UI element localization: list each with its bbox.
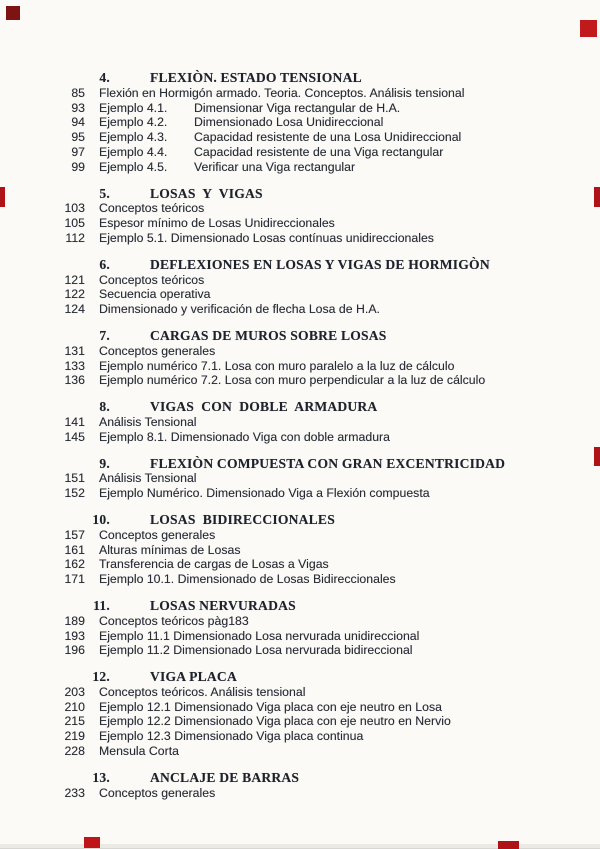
- entry-text: Ejemplo numérico 7.2. Losa con muro perpendicular a la luz de cálculo: [99, 373, 486, 388]
- toc-entry: [0, 744, 600, 759]
- scan-mark-top-left: [6, 6, 20, 20]
- entry-page-number: 95: [71, 130, 85, 145]
- entry-text: Ejemplo 12.1 Dimensionado Viga placa con eje neutro en Losa: [99, 699, 442, 714]
- entry-page-number: 215: [64, 714, 85, 729]
- toc-section-7: [0, 329, 600, 388]
- entry-page-number: 189: [64, 613, 85, 628]
- entry-page-number: 133: [64, 358, 85, 373]
- toc-entry: [0, 685, 600, 700]
- section-number: 10.: [92, 511, 110, 527]
- toc-entry: [0, 415, 600, 430]
- section-number: 6.: [99, 256, 110, 272]
- section-title: VIGAS CON DOBLE ARMADURA: [150, 399, 378, 415]
- toc-entry: [0, 287, 600, 302]
- entry-text: Ejemplo 11.1 Dimensionado Losa nervurada unidireccional: [99, 628, 420, 643]
- entry-page-number: 219: [64, 729, 85, 744]
- section-heading: [0, 457, 600, 472]
- section-title: DEFLEXIONES EN LOSAS Y VIGAS DE HORMIGÒN: [150, 256, 490, 272]
- entry-page-number: 233: [64, 785, 85, 800]
- toc-entry: [0, 471, 600, 486]
- entry-page-number: 161: [64, 542, 85, 557]
- entry-text-detail: Dimensionar Viga rectangular de H.A.: [194, 100, 401, 115]
- toc-entry: [0, 786, 600, 801]
- entry-text-detail: Verificar una Viga rectangular: [194, 159, 356, 174]
- section-title: VIGA PLACA: [150, 669, 237, 685]
- toc-section-12: [0, 670, 600, 759]
- entry-text: Ejemplo 4.1.: [99, 100, 168, 115]
- section-number: 11.: [93, 597, 110, 613]
- entry-page-number: 94: [71, 115, 85, 130]
- section-heading: [0, 599, 600, 614]
- section-heading: [0, 513, 600, 528]
- section-number: 9.: [99, 455, 110, 471]
- section-heading: [0, 187, 600, 202]
- entry-text: Conceptos teóricos: [99, 272, 205, 287]
- entry-page-number: 105: [64, 216, 85, 231]
- entry-page-number: 157: [64, 527, 85, 542]
- entry-page-number: 228: [64, 744, 85, 759]
- toc-entry: [0, 130, 600, 145]
- entry-text: Ejemplo 10.1. Dimensionado de Losas Bidireccionales: [99, 572, 396, 587]
- toc-section-6: [0, 258, 600, 317]
- section-number: 7.: [99, 327, 110, 343]
- section-heading: [0, 400, 600, 415]
- toc-section-10: [0, 513, 600, 587]
- toc-entry: [0, 629, 600, 644]
- entry-page-number: 196: [64, 643, 85, 658]
- toc-entry: [0, 201, 600, 216]
- entry-text: Ejemplo 12.3 Dimensionado Viga placa continua: [99, 729, 364, 744]
- toc-entry: [0, 643, 600, 658]
- toc-entry: [0, 700, 600, 715]
- entry-page-number: 122: [64, 287, 85, 302]
- toc-entry: [0, 486, 600, 501]
- entry-text: Análisis Tensional: [99, 414, 197, 429]
- scan-mark-top-right: [580, 20, 597, 37]
- section-title: FLEXIÒN. ESTADO TENSIONAL: [150, 70, 362, 85]
- entry-text: Ejemplo numérico 7.1. Losa con muro paralelo a la luz de cálculo: [99, 358, 455, 373]
- entry-text: Ejemplo Numérico. Dimensionado Viga a Flexión compuesta: [99, 486, 430, 501]
- entry-text: Conceptos teóricos: [99, 201, 205, 216]
- entry-text: Transferencia de cargas de Losas a Vigas: [99, 557, 329, 572]
- toc-entry: [0, 231, 600, 246]
- toc-entry: [0, 359, 600, 374]
- entry-text-detail: Capacidad resistente de una Losa Unidireccional: [194, 130, 462, 145]
- toc-section-8: [0, 400, 600, 444]
- entry-page-number: 193: [64, 628, 85, 643]
- entry-page-number: 210: [64, 699, 85, 714]
- entry-text: Conceptos generales: [99, 527, 216, 542]
- toc-entry: [0, 528, 600, 543]
- entry-text: Conceptos teóricos pàg183: [99, 613, 249, 628]
- entry-text: Ejemplo 4.3.: [99, 130, 168, 145]
- toc-entry: [0, 614, 600, 629]
- section-heading: [0, 258, 600, 273]
- entry-text: Ejemplo 4.2.: [99, 115, 168, 130]
- entry-text: Ejemplo 8.1. Dimensionado Viga con doble armadura: [99, 429, 390, 444]
- section-number: 5.: [99, 185, 110, 201]
- entry-text: Dimensionado y verificación de flecha Losa de H.A.: [99, 302, 380, 317]
- entry-text: Alturas mínimas de Losas: [99, 542, 241, 557]
- section-heading: [0, 329, 600, 344]
- toc-entry: [0, 572, 600, 587]
- entry-page-number: 131: [64, 343, 85, 358]
- toc-entry: [0, 86, 600, 101]
- entry-text: Análisis Tensional: [99, 471, 197, 486]
- section-number: 4.: [99, 70, 110, 85]
- entry-page-number: 141: [64, 414, 85, 429]
- section-number: 12.: [92, 669, 110, 685]
- entry-text: Espesor mínimo de Losas Unidireccionales: [99, 216, 335, 231]
- toc-entry: [0, 557, 600, 572]
- entry-text: Ejemplo 11.2 Dimensionado Losa nervurada bidireccional: [99, 643, 413, 658]
- toc-entry: [0, 543, 600, 558]
- toc-section-11: [0, 599, 600, 658]
- toc-entry: [0, 729, 600, 744]
- table-of-contents: [0, 71, 600, 800]
- section-number: 8.: [99, 399, 110, 415]
- section-title: LOSAS NERVURADAS: [150, 597, 296, 613]
- entry-page-number: 93: [71, 100, 85, 115]
- toc-entry: [0, 714, 600, 729]
- section-title: LOSAS Y VIGAS: [150, 185, 263, 201]
- entry-page-number: 97: [71, 144, 85, 159]
- toc-entry: [0, 302, 600, 317]
- toc-entry: [0, 145, 600, 160]
- entry-text: Flexión en Hormigón armado. Teoria. Conceptos. Análisis tensional: [99, 85, 465, 100]
- toc-section-13: [0, 771, 600, 801]
- section-title: CARGAS DE MUROS SOBRE LOSAS: [150, 327, 387, 343]
- entry-page-number: 112: [65, 230, 85, 245]
- toc-entry: [0, 344, 600, 359]
- entry-text: Ejemplo 4.4.: [99, 144, 168, 159]
- section-number: 13.: [92, 769, 110, 785]
- entry-text-detail: Dimensionado Losa Unidireccional: [194, 115, 384, 130]
- entry-page-number: 124: [64, 302, 85, 317]
- toc-entry: [0, 216, 600, 231]
- entry-text: Conceptos generales: [99, 785, 216, 800]
- entry-text: Ejemplo 5.1. Dimensionado Losas contínuas unidireccionales: [99, 230, 434, 245]
- toc-entry: [0, 373, 600, 388]
- toc-entry: [0, 115, 600, 130]
- section-title: FLEXIÒN COMPUESTA CON GRAN EXCENTRICIDAD: [150, 455, 506, 471]
- section-heading: [0, 670, 600, 685]
- entry-page-number: 152: [64, 486, 85, 501]
- entry-page-number: 103: [64, 201, 85, 216]
- section-heading: [0, 71, 600, 86]
- entry-page-number: 85: [71, 85, 85, 100]
- section-title: ANCLAJE DE BARRAS: [150, 769, 300, 785]
- toc-section-5: [0, 187, 600, 246]
- toc-entry: [0, 101, 600, 116]
- entry-text: Conceptos generales: [99, 343, 216, 358]
- section-title: LOSAS BIDIRECCIONALES: [150, 511, 335, 527]
- toc-entry: [0, 160, 600, 175]
- entry-text: Ejemplo 4.5.: [99, 159, 168, 174]
- section-heading: [0, 771, 600, 786]
- entry-text-detail: Capacidad resistente de una Viga rectangular: [194, 144, 444, 159]
- entry-page-number: 171: [64, 572, 85, 587]
- entry-page-number: 203: [64, 684, 85, 699]
- entry-page-number: 145: [64, 429, 85, 444]
- toc-entry: [0, 273, 600, 288]
- page-bottom-edge: [0, 844, 600, 849]
- entry-text: Mensula Corta: [99, 744, 179, 759]
- entry-page-number: 162: [64, 557, 85, 572]
- entry-page-number: 99: [71, 159, 85, 174]
- entry-text: Secuencia operativa: [99, 287, 211, 302]
- entry-text: Conceptos teóricos. Análisis tensional: [99, 684, 306, 699]
- entry-page-number: 136: [64, 373, 85, 388]
- entry-page-number: 151: [64, 471, 85, 486]
- toc-entry: [0, 430, 600, 445]
- toc-section-4: [0, 71, 600, 175]
- entry-text: Ejemplo 12.2 Dimensionado Viga placa con eje neutro en Nervio: [99, 714, 451, 729]
- toc-section-9: [0, 457, 600, 501]
- entry-page-number: 121: [64, 272, 85, 287]
